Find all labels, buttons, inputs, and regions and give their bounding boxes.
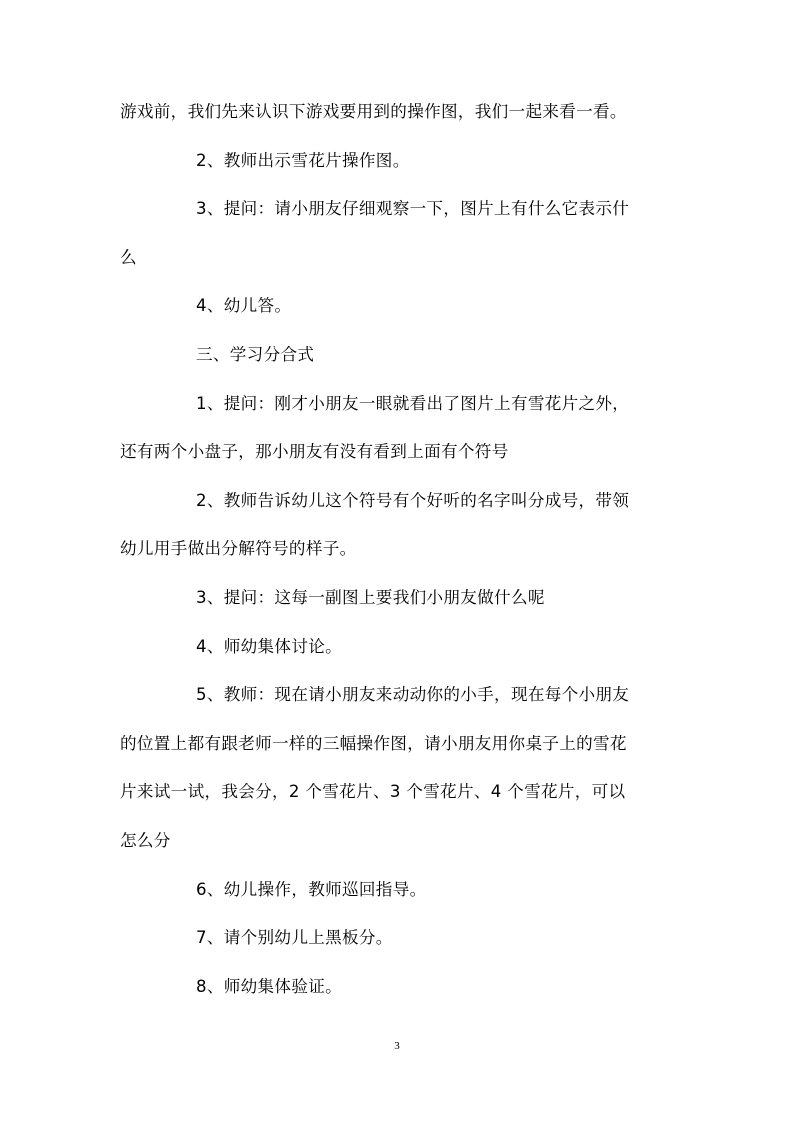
text-line: 1、提问：刚才小朋友一眼就看出了图片上有雪花片之外， [196,393,630,413]
text-line: 怎么分 [120,830,171,850]
section-heading: 三、学习分合式 [196,344,315,364]
body-text [120,88,690,1011]
text-line: 2、教师出示雪花片操作图。 [196,150,410,170]
text-line: 5、教师：现在请小朋友来动动你的小手，现在每个小朋友 [196,685,630,705]
page-number: 3 [394,1040,400,1052]
text-line: 游戏前，我们先来认识下游戏要用到的操作图，我们一起来看一看。 [120,102,627,121]
text-line: 7、请个别幼儿上黑板分。 [196,928,393,948]
text-line: 的位置上都有跟老师一样的三幅操作图，请小朋友用你桌子上的雪花 [120,733,627,753]
text-line: 4、师幼集体讨论。 [196,636,343,656]
text-line: 4、幼儿答。 [196,296,292,316]
text-line: 3、提问：请小朋友仔细观察一下，图片上有什么它表示什 [196,199,630,219]
text-line: 8、师幼集体验证。 [196,976,343,996]
text-line: 片来试一试，我会分，2 个雪花片、3 个雪花片、4 个雪花片，可以 [120,782,626,802]
text-line: 幼儿用手做出分解符号的样子。 [120,539,357,559]
text-line: 2、教师告诉幼儿这个符号有个好听的名字叫分成号，带领 [196,490,630,510]
text-line: 么 [120,247,137,267]
text-line: 还有两个小盘子，那小朋友有没有看到上面有个符号 [120,442,509,462]
text-line: 6、幼儿操作，教师巡回指导。 [196,879,427,899]
text-line: 3、提问：这每一副图上要我们小朋友做什么呢 [196,587,545,607]
